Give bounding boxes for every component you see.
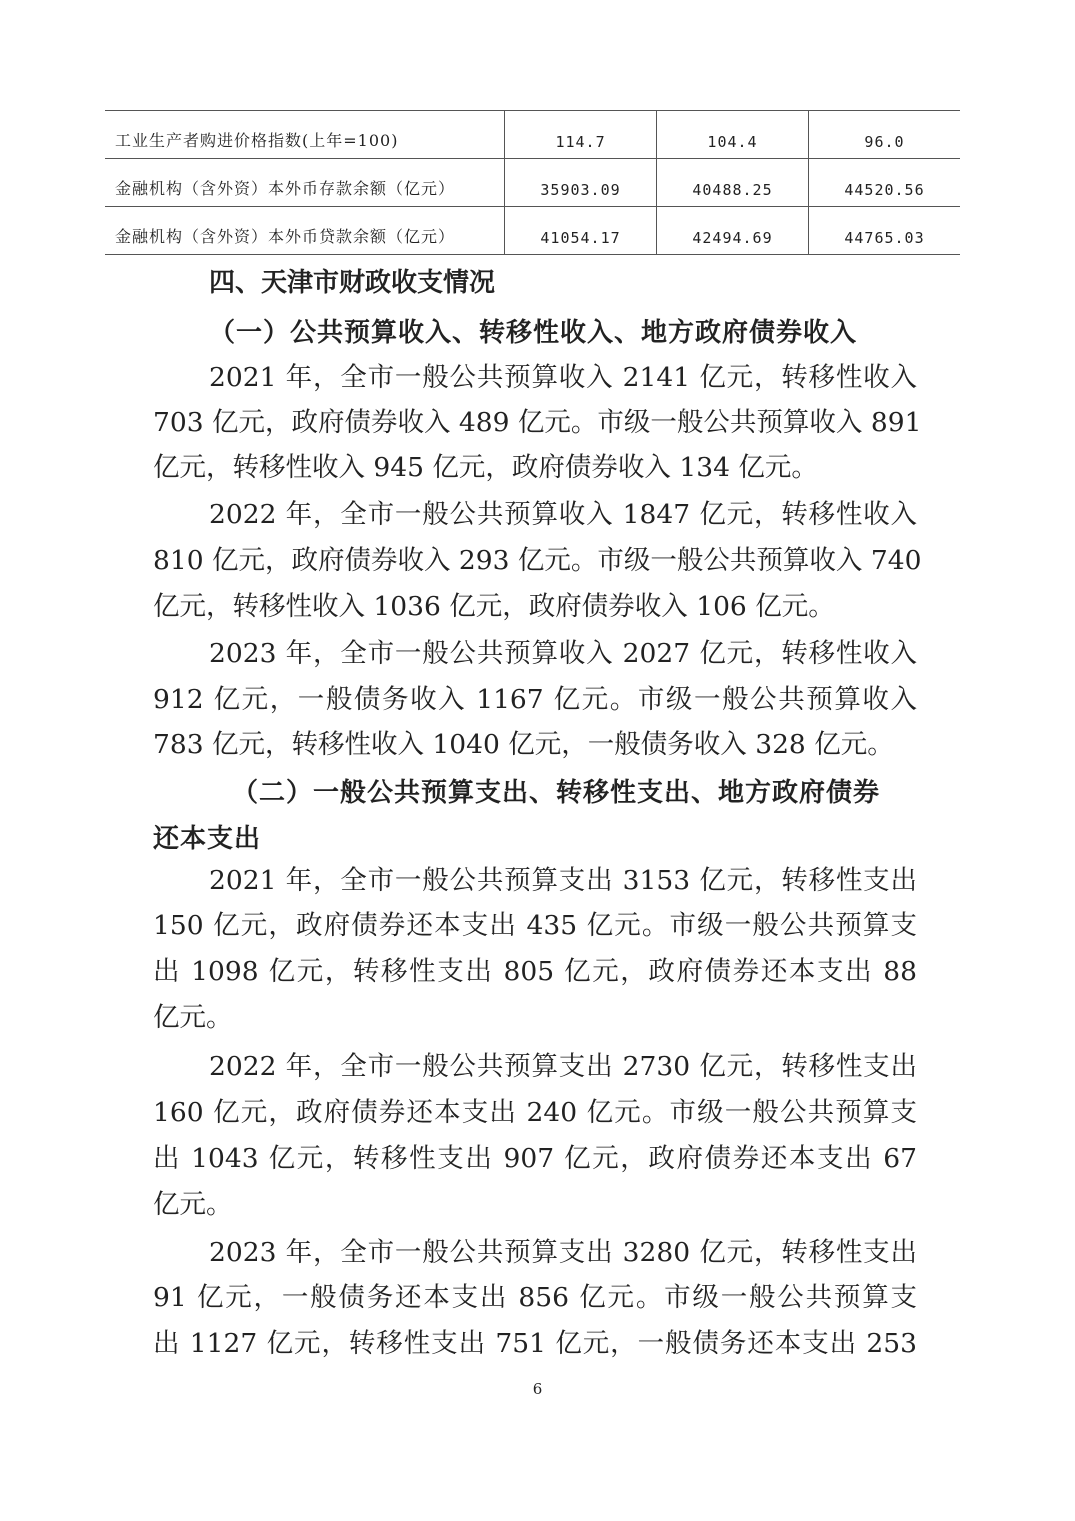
table-row bbox=[105, 111, 960, 159]
paragraph-line: 2022 年，全市一般公共预算收入 1847 亿元，转移性收入 bbox=[209, 499, 917, 530]
paragraph-line: 703 亿元，政府债券收入 489 亿元。市级一般公共预算收入 891 bbox=[153, 407, 922, 438]
paragraph-line: 2021 年，全市一般公共预算支出 3153 亿元，转移性支出 bbox=[209, 865, 917, 896]
page-number: 6 bbox=[532, 1380, 543, 1398]
subsection-heading-expenditure-cont: 还本支出 bbox=[153, 824, 262, 854]
section-heading: 四、天津市财政收支情况 bbox=[209, 268, 496, 298]
paragraph-line: 2021 年，全市一般公共预算收入 2141 亿元，转移性收入 bbox=[209, 362, 917, 393]
paragraph-line: 783 亿元，转移性收入 1040 亿元，一般债务收入 328 亿元。 bbox=[153, 729, 894, 760]
row-label: 工业生产者购进价格指数(上年=100) bbox=[105, 111, 505, 159]
paragraph-line: 亿元，转移性收入 1036 亿元，政府债券收入 106 亿元。 bbox=[153, 591, 835, 622]
paragraph-line: 912 亿元，一般债务收入 1167 亿元。市级一般公共预算收入 bbox=[153, 684, 917, 715]
table-row bbox=[105, 207, 960, 255]
indicator-table bbox=[105, 110, 960, 255]
value-cell: 40488.25 bbox=[657, 159, 809, 207]
value-cell: 44765.03 bbox=[808, 207, 960, 255]
table-row bbox=[105, 159, 960, 207]
paragraph-line: 亿元。 bbox=[153, 1002, 233, 1033]
paragraph-line: 亿元。 bbox=[153, 1189, 233, 1220]
subsection-heading-income: （一）公共预算收入、转移性收入、地方政府债券收入 bbox=[209, 318, 858, 348]
paragraph-line: 2023 年，全市一般公共预算收入 2027 亿元，转移性收入 bbox=[209, 638, 917, 669]
subsection-heading-expenditure: （二）一般公共预算支出、转移性支出、地方政府债券 bbox=[232, 778, 881, 808]
paragraph-line: 出 1098 亿元，转移性支出 805 亿元，政府债券还本支出 88 bbox=[153, 956, 917, 987]
value-cell: 114.7 bbox=[505, 111, 657, 159]
paragraph-line: 出 1043 亿元，转移性支出 907 亿元，政府债券还本支出 67 bbox=[153, 1143, 917, 1174]
value-cell: 96.0 bbox=[808, 111, 960, 159]
value-cell: 41054.17 bbox=[505, 207, 657, 255]
paragraph-line: 810 亿元，政府债券收入 293 亿元。市级一般公共预算收入 740 bbox=[153, 545, 922, 576]
value-cell: 44520.56 bbox=[808, 159, 960, 207]
paragraph-line: 亿元，转移性收入 945 亿元，政府债券收入 134 亿元。 bbox=[153, 452, 818, 483]
paragraph-line: 150 亿元，政府债券还本支出 435 亿元。市级一般公共预算支 bbox=[153, 910, 917, 941]
row-label: 金融机构（含外资）本外币存款余额（亿元） bbox=[105, 159, 505, 207]
paragraph-line: 2023 年，全市一般公共预算支出 3280 亿元，转移性支出 bbox=[209, 1237, 917, 1268]
row-label: 金融机构（含外资）本外币贷款余额（亿元） bbox=[105, 207, 505, 255]
paragraph-line: 160 亿元，政府债券还本支出 240 亿元。市级一般公共预算支 bbox=[153, 1097, 917, 1128]
value-cell: 42494.69 bbox=[657, 207, 809, 255]
paragraph-line: 91 亿元，一般债务还本支出 856 亿元。市级一般公共预算支 bbox=[153, 1282, 917, 1313]
value-cell: 104.4 bbox=[657, 111, 809, 159]
paragraph-line: 2022 年，全市一般公共预算支出 2730 亿元，转移性支出 bbox=[209, 1051, 917, 1082]
value-cell: 35903.09 bbox=[505, 159, 657, 207]
paragraph-line: 出 1127 亿元，转移性支出 751 亿元，一般债务还本支出 253 bbox=[153, 1328, 917, 1359]
